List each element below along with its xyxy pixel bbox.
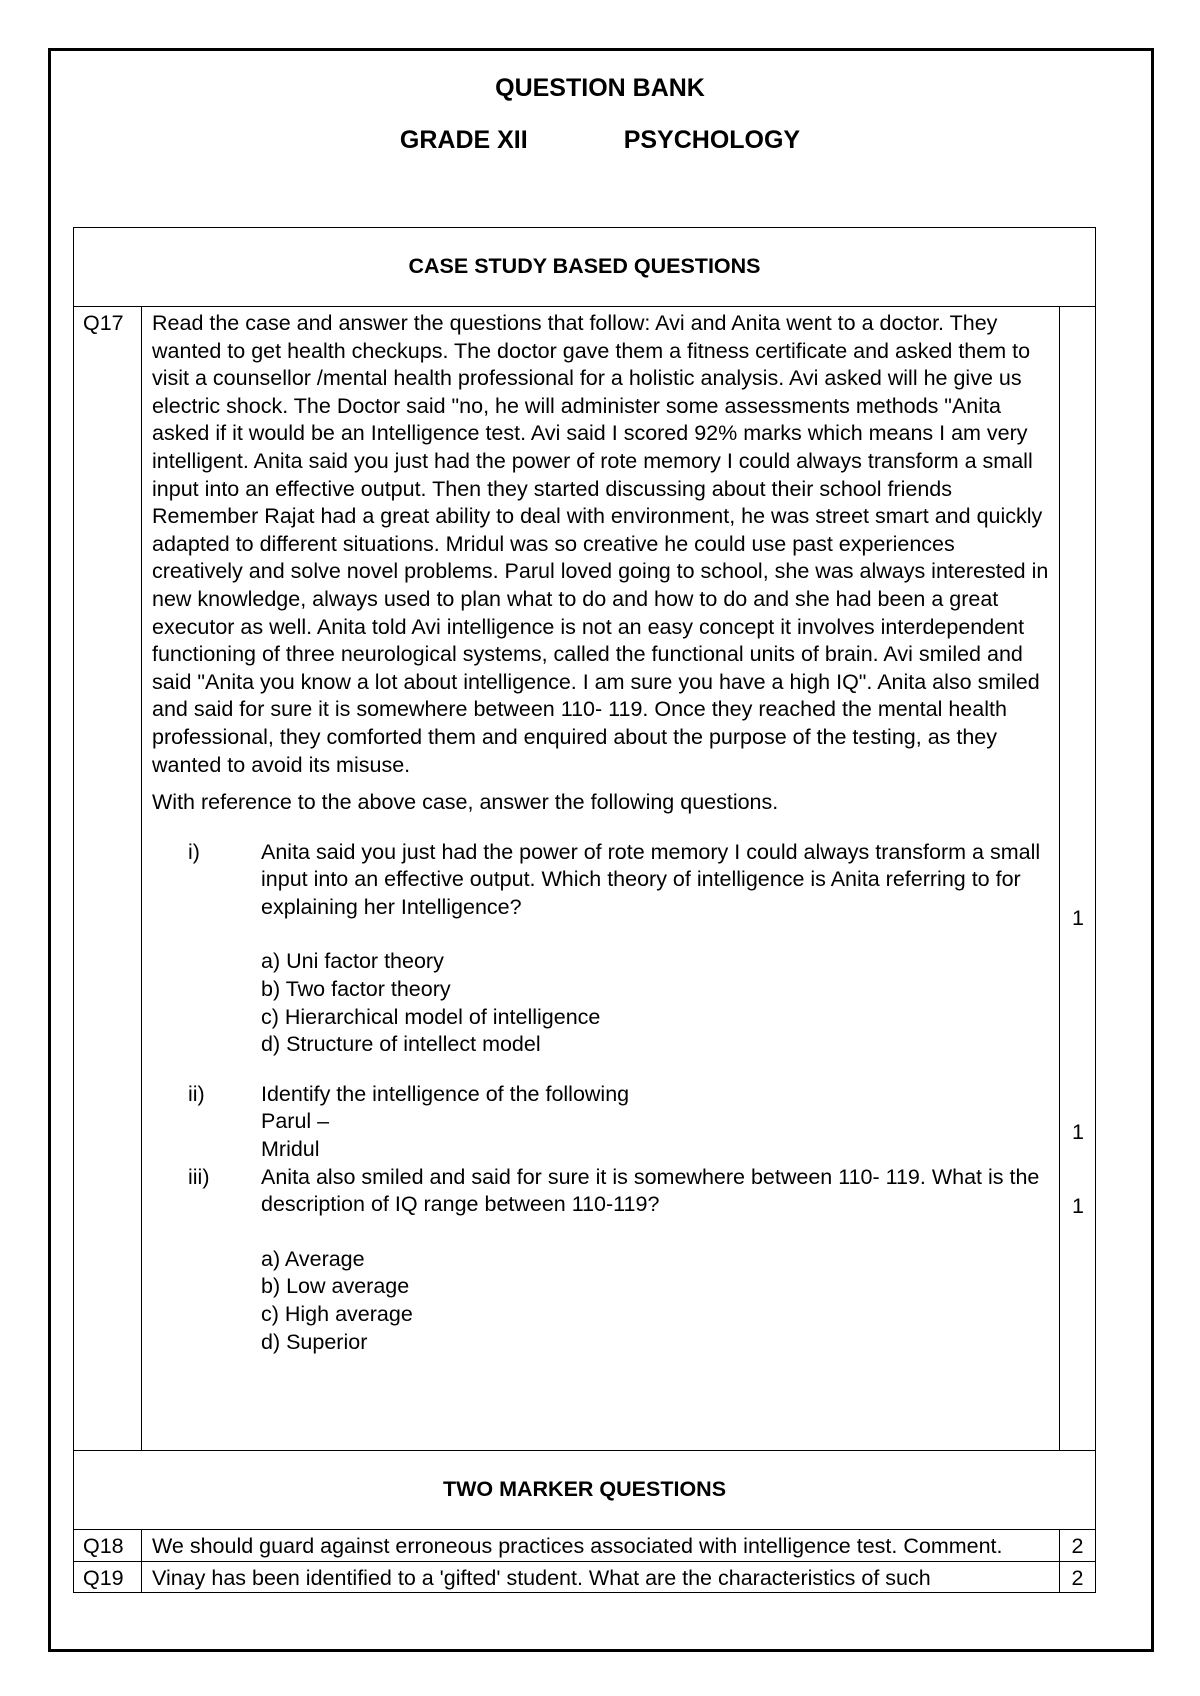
marks-value: 2	[1060, 1561, 1096, 1593]
question-number: Q17	[74, 307, 142, 1451]
question-number: Q19	[74, 1561, 142, 1593]
sub-question-number: ii)	[188, 1081, 205, 1106]
answer-line: Mridul	[261, 1137, 320, 1162]
option: a) Average	[261, 1246, 365, 1271]
question-number: Q18	[74, 1530, 142, 1562]
marks-value: 2	[1060, 1530, 1096, 1562]
grade-subject-line	[0, 126, 1200, 155]
answer-line: Parul –	[261, 1109, 330, 1134]
option: d) Superior	[261, 1329, 368, 1354]
question-row-q18	[74, 1530, 1096, 1562]
subject-label: PSYCHOLOGY	[623, 126, 801, 154]
question-text: We should guard against erroneous practices associated with intelligence test. Comment.	[142, 1530, 1060, 1562]
case-text: Read the case and answer the questions that follow: Avi and Anita went to a doctor. They wanted to get health checkups. The doctor gave them a fitness certificate and asked them to visit a counsellor /mental health professional for a holistic analysis. Avi asked will he give us electric shock. The Doctor said "no, he will administer some assessments methods "Anita asked if it would be an Intelligence test. Avi said I scored 92% marks which means I am very intelligent. Anita said you just had the power of rote memory I could always transform a small input into an effective output. Then they started discussing about their school friends Remember Rajat had a great ability to deal with environment, he was street smart and quickly adapted to different situations. Mridul was so creative he could use past experiences creatively and solve novel problems. Parul loved going to school, she was always interested in new knowledge, always used to plan what to do and how to do and she had been a great executor as well. Anita told Avi intelligence is not an easy concept it involves interdependent functioning of three neurological systems, called the functional units of brain. Avi smiled and said "Anita you know a lot about intelligence. I am sure you have a high IQ". Anita also smiled and said for sure it is somewhere between 110- 119. Once they reached the mental health professional, they comforted them and enquired about the purpose of the testing, as they wanted to avoid its misuse.	[152, 311, 1049, 777]
question-text: Vinay has been identified to a 'gifted' student. What are the characteristics of such	[142, 1561, 1060, 1593]
option: b) Low average	[261, 1274, 410, 1299]
sub-question-number: iii)	[188, 1164, 210, 1189]
grade-label: GRADE XII	[399, 126, 528, 154]
reference-line: With reference to the above case, answer the following questions.	[152, 790, 779, 815]
sub-question-text: Anita also smiled and said for sure it is somewhere between 110- 119. What is the description of IQ range between 110-119?	[261, 1164, 1040, 1217]
marks-value: 1	[1072, 906, 1084, 930]
question-row-q19	[74, 1561, 1096, 1593]
sub-question-2	[152, 1081, 1051, 1164]
option: d) Structure of intellect model	[261, 1032, 541, 1057]
question-row-q17	[74, 307, 1096, 1451]
sub-question-text: Identify the intelligence of the following	[261, 1081, 630, 1106]
sub-question-1	[152, 839, 1051, 1059]
option: b) Two factor theory	[261, 977, 451, 1002]
marks-value: 1	[1072, 1194, 1084, 1218]
marks-value: 1	[1072, 1120, 1084, 1144]
options-list	[261, 1246, 1051, 1356]
section-case-study: CASE STUDY BASED QUESTIONS	[74, 228, 1096, 307]
sub-question-3	[152, 1164, 1051, 1357]
option: a) Uni factor theory	[261, 949, 444, 974]
option: c) Hierarchical model of intelligence	[261, 1004, 601, 1029]
sub-question-number: i)	[188, 839, 200, 864]
document-title: QUESTION BANK	[495, 74, 705, 102]
question-body	[142, 307, 1060, 1451]
section-two-marker: TWO MARKER QUESTIONS	[74, 1451, 1096, 1530]
marks-column	[1060, 307, 1096, 1451]
question-table	[73, 227, 1096, 1593]
options-list	[261, 948, 1051, 1058]
option: c) High average	[261, 1302, 413, 1326]
sub-question-text: Anita said you just had the power of rote memory I could always transform a small input into an effective output. Which theory of intelligence is Anita referring to for explaining her Intelligence?	[261, 839, 1041, 919]
